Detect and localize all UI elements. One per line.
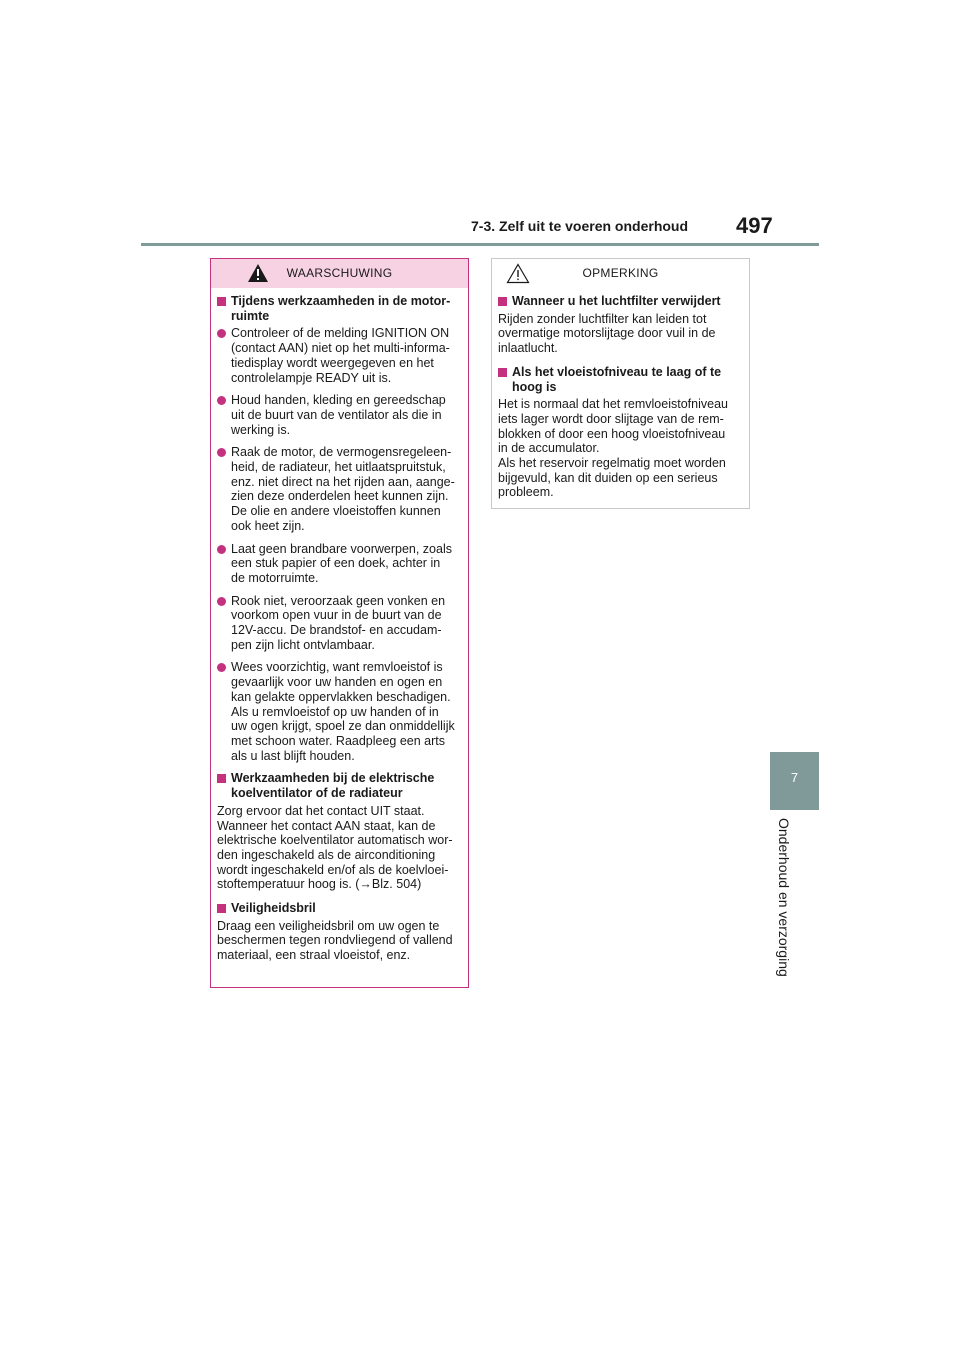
chapter-number: 7 xyxy=(790,770,799,785)
round-bullet-icon xyxy=(217,597,226,606)
section-heading: Werkzaamheden bij de elektrische koelventilator of de radiateur xyxy=(217,771,462,800)
list-item: Controleer of de melding IGNITION ON (contact AAN) niet op het multi-informa- tiedisplay wordt weergegeven en het controlelampje READY uit is. xyxy=(217,326,462,385)
warning-title: WAARSCHUWING xyxy=(286,266,393,280)
running-header: 7-3. Zelf uit te voeren onderhoud xyxy=(471,218,689,234)
section-text: Rijden zonder luchtfilter kan leiden tot overmatige motorslijtage door vuil in de inlaatlucht. xyxy=(498,311,716,356)
section-heading: Tijdens werkzaamheden in de motor- ruimte xyxy=(217,294,462,323)
round-bullet-icon xyxy=(217,396,226,405)
section-text: Het is normaal dat het remvloeistofniveau iets lager wordt door slijtage van de rem- blokken of door een hoog vloeistofniveau in de accumulator. Als het reservoir regelmatig moet worden bijgevuld, kan dit duiden op een serieus probleem. xyxy=(498,397,728,500)
square-bullet-icon xyxy=(498,297,507,306)
chapter-title: Onderhoud en verzorging xyxy=(776,818,792,977)
note-content xyxy=(492,288,749,500)
section-heading: Als het vloeistofniveau te laag of te hoog is xyxy=(498,365,743,394)
warning-header xyxy=(211,259,468,288)
square-bullet-icon xyxy=(217,904,226,913)
note-title: OPMERKING xyxy=(582,266,659,280)
section-heading: Veiligheidsbril xyxy=(217,901,462,916)
header-divider xyxy=(141,243,819,246)
list-item: Rook niet, veroorzaak geen vonken en voorkom open vuur in de buurt van de 12V-accu. De brandstof- en accudam- pen zijn licht ontvlambaar. xyxy=(217,594,462,653)
note-header xyxy=(492,259,749,288)
list-item: Laat geen brandbare voorwerpen, zoals een stuk papier of een doek, achter in de motorruimte. xyxy=(217,542,462,586)
square-bullet-icon xyxy=(498,368,507,377)
round-bullet-icon xyxy=(217,448,226,457)
round-bullet-icon xyxy=(217,663,226,672)
round-bullet-icon xyxy=(217,329,226,338)
section-text: Zorg ervoor dat het contact UIT staat. Wanneer het contact AAN staat, kan de elektrische koelventilator automatisch wor- den ingeschakeld als de airconditioning wordt ingeschakeld en/of als de koelvloei- stoftemperatuur hoog is. (→Blz. 504) xyxy=(217,803,453,892)
section-heading: Wanneer u het luchtfilter verwijdert xyxy=(498,294,743,309)
section-text: Draag een veiligheidsbril om uw ogen te beschermen tegen rondvliegend of vallend materiaal, een straal vloeistof, enz. xyxy=(217,918,453,963)
page-number: 497 xyxy=(736,213,773,238)
note-box xyxy=(491,258,750,509)
list-item: Houd handen, kleding en gereedschap uit de buurt van de ventilator als die in werking is. xyxy=(217,393,462,437)
list-item: Wees voorzichtig, want remvloeistof is gevaarlijk voor uw handen en ogen en kan gelakte oppervlakken beschadigen. Als u remvloeistof op uw handen of in uw ogen krijgt, spoel ze dan onmiddellijk met schoon water. Raadpleeg een arts als u last blijft houden. xyxy=(217,660,462,763)
square-bullet-icon xyxy=(217,297,226,306)
warning-box xyxy=(210,258,469,988)
square-bullet-icon xyxy=(217,774,226,783)
warning-content xyxy=(211,288,468,963)
list-item: Raak de motor, de vermogensregeleen- heid, de radiateur, het uitlaatspruitstuk, enz. niet direct na het rijden aan, aange- zien deze onderdelen heet kunnen zijn. De olie en andere vloeistoffen kunnen ook heet zijn. xyxy=(217,445,462,533)
round-bullet-icon xyxy=(217,545,226,554)
